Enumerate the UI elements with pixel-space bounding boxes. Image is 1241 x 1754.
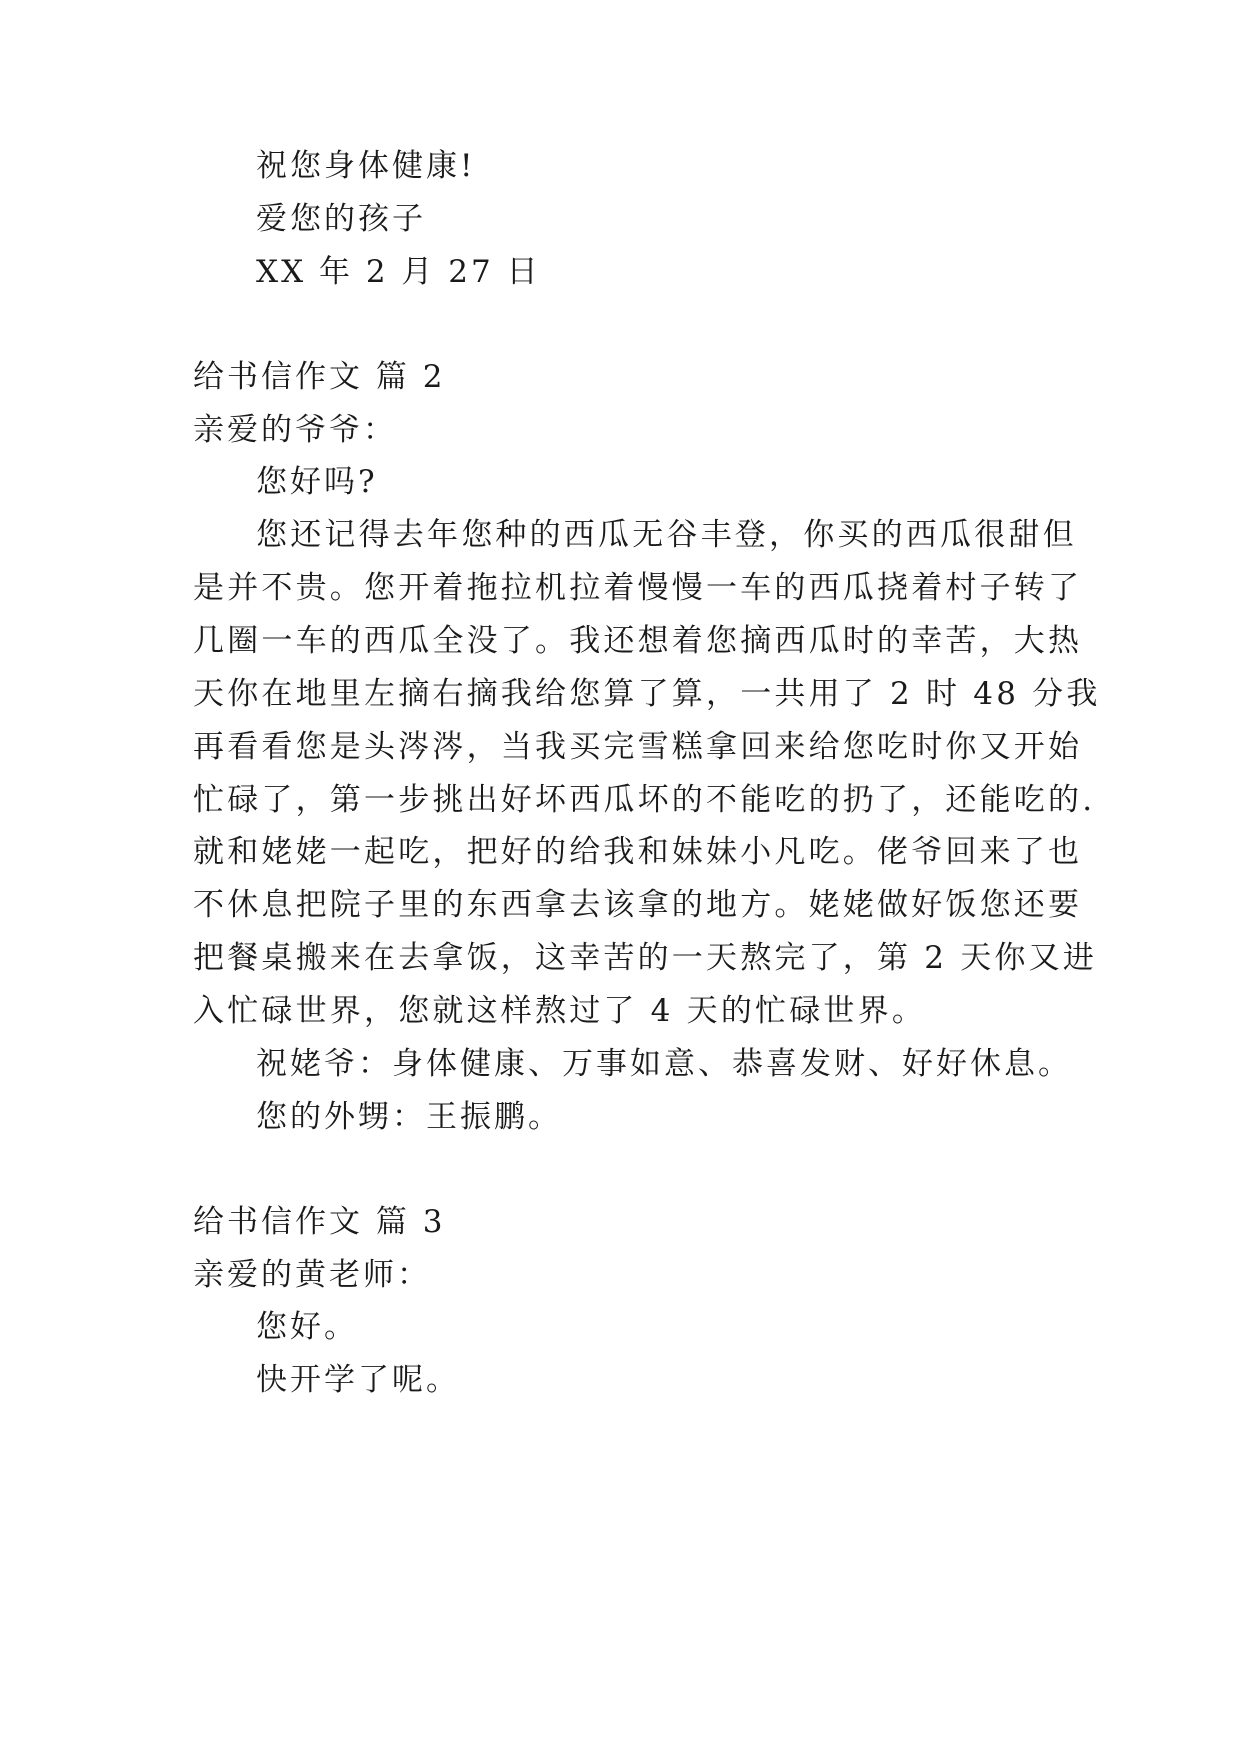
letter3-greeting: 您好。 xyxy=(256,1309,358,1345)
letter2-salutation: 亲爱的爷爷： xyxy=(193,412,397,448)
letter2-body-line: 再看看您是头涔涔，当我买完雪糕拿回来给您吃时你又开始 xyxy=(193,729,1083,765)
letter1-signature: 爱您的孩子 xyxy=(256,201,426,237)
letter2-body-line: 您还记得去年您种的西瓜无谷丰登，你买的西瓜很甜但 xyxy=(256,517,1077,553)
letter3-heading: 给书信作文 篇 3 xyxy=(193,1204,446,1240)
letter1-date: XX 年 2 月 27 日 xyxy=(256,254,541,290)
letter2-body-line: 把餐桌搬来在去拿饭，这幸苦的一天熬完了，第 2 天你又进 xyxy=(193,940,1098,976)
letter3-salutation: 亲爱的黄老师： xyxy=(193,1257,431,1293)
letter2-body-line: 入忙碌世界，您就这样熬过了 4 天的忙碌世界。 xyxy=(193,993,927,1029)
letter2-greeting: 您好吗? xyxy=(256,464,378,500)
letter2-body-line: 就和姥姥一起吃，把好的给我和妹妹小凡吃。佬爷回来了也 xyxy=(193,834,1083,870)
letter2-heading: 给书信作文 篇 2 xyxy=(193,359,446,395)
letter3-body-line: 快开学了呢。 xyxy=(256,1362,460,1398)
letter2-body-line: 几圈一车的西瓜全没了。我还想着您摘西瓜时的幸苦，大热 xyxy=(193,623,1083,659)
letter2-wish: 祝姥爷：身体健康、万事如意、恭喜发财、好好休息。 xyxy=(256,1046,1072,1082)
letter2-body-line: 天你在地里左摘右摘我给您算了算，一共用了 2 时 48 分我 xyxy=(193,676,1101,712)
letter2-body-line: 不休息把院子里的东西拿去该拿的地方。姥姥做好饭您还要 xyxy=(193,887,1083,923)
letter1-wish: 祝您身体健康! xyxy=(256,148,476,184)
letter2-body-line: 忙碌了，第一步挑出好坏西瓜坏的不能吃的扔了，还能吃的. xyxy=(193,782,1096,818)
letter2-signature: 您的外甥：王振鹏。 xyxy=(256,1099,562,1135)
letter2-body-line: 是并不贵。您开着拖拉机拉着慢慢一车的西瓜挠着村子转了 xyxy=(193,570,1083,606)
